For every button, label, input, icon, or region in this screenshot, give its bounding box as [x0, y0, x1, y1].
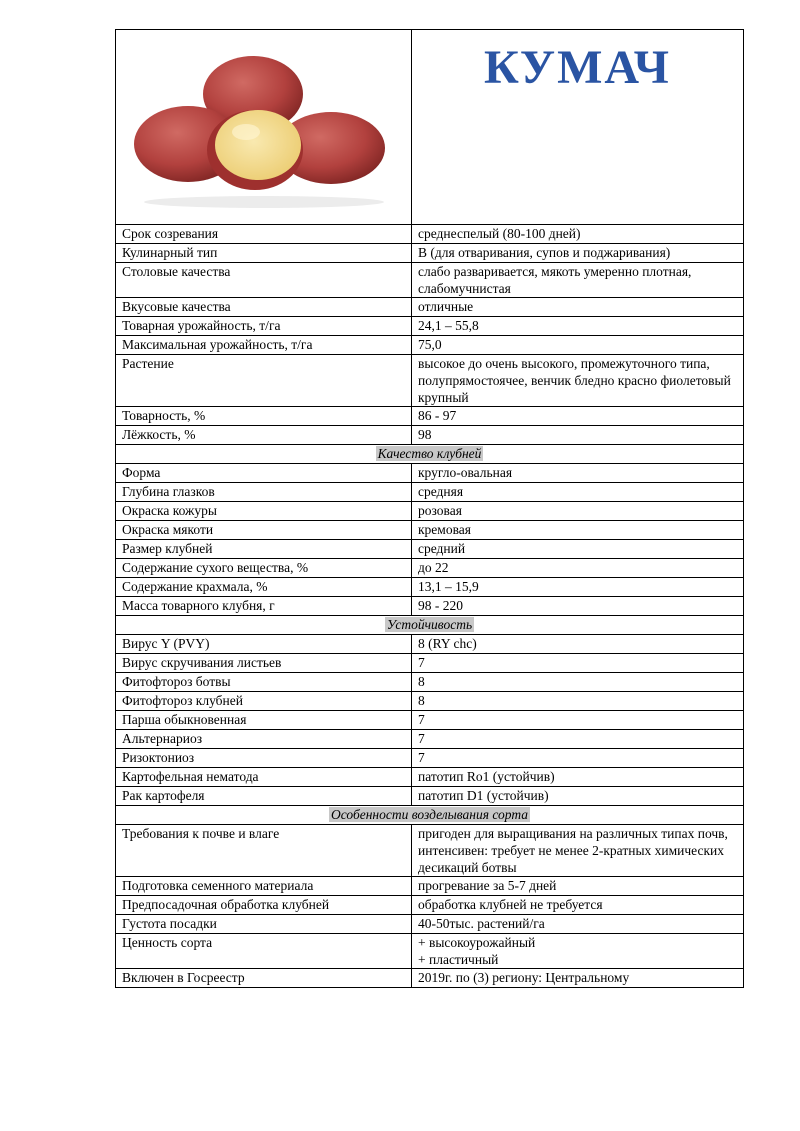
- row-value: среднеспелый (80-100 дней): [412, 225, 744, 244]
- row-label: Подготовка семенного материала: [116, 877, 412, 896]
- row-label: Альтернариоз: [116, 730, 412, 749]
- row-value: 7: [412, 654, 744, 673]
- row-value: кругло-овальная: [412, 464, 744, 483]
- header-row: [116, 30, 744, 225]
- row-value: 75,0: [412, 336, 744, 355]
- row-label: Срок созревания: [116, 225, 412, 244]
- row-value: до 22: [412, 559, 744, 578]
- table-row: [116, 673, 744, 692]
- row-label: Товарная урожайность, т/га: [116, 317, 412, 336]
- table-row: [116, 263, 744, 298]
- row-label: Включен в Госреестр: [116, 969, 412, 988]
- section-title-cultivation: Особенности возделывания сорта: [330, 807, 529, 822]
- row-label: Растение: [116, 355, 412, 407]
- row-label: Форма: [116, 464, 412, 483]
- table-row: [116, 483, 744, 502]
- table-row: [116, 635, 744, 654]
- row-value: 7: [412, 749, 744, 768]
- row-value: [412, 934, 744, 969]
- table-row: [116, 355, 744, 407]
- photo-cell: [116, 30, 412, 225]
- value-line-2: + пластичный: [418, 952, 499, 967]
- table-row: [116, 464, 744, 483]
- table-row: [116, 317, 744, 336]
- section-header: [116, 616, 744, 635]
- table-row: [116, 298, 744, 317]
- table-row: [116, 877, 744, 896]
- section-title-quality: Качество клубней: [377, 446, 482, 461]
- table-row: [116, 749, 744, 768]
- table-row: [116, 969, 744, 988]
- table-row: [116, 934, 744, 969]
- table-row: [116, 559, 744, 578]
- row-value: 98: [412, 426, 744, 445]
- row-label: Картофельная нематода: [116, 768, 412, 787]
- table-row: [116, 825, 744, 877]
- variety-title: КУМАЧ: [484, 41, 671, 94]
- row-label: Рак картофеля: [116, 787, 412, 806]
- section-header: [116, 445, 744, 464]
- row-label: Товарность, %: [116, 407, 412, 426]
- row-label: Фитофтороз клубней: [116, 692, 412, 711]
- value-line-1: + высокоурожайный: [418, 935, 536, 950]
- table-row: [116, 426, 744, 445]
- row-value: отличные: [412, 298, 744, 317]
- row-label: Содержание крахмала, %: [116, 578, 412, 597]
- row-value: 7: [412, 730, 744, 749]
- table-row: [116, 225, 744, 244]
- row-label: Окраска мякоти: [116, 521, 412, 540]
- section-cell: [116, 616, 744, 635]
- row-label: Столовые качества: [116, 263, 412, 298]
- table-row: [116, 711, 744, 730]
- row-value: 13,1 – 15,9: [412, 578, 744, 597]
- row-value: патотип Ro1 (устойчив): [412, 768, 744, 787]
- potato-photo-icon: [121, 32, 407, 208]
- table-row: [116, 787, 744, 806]
- section-cell: [116, 445, 744, 464]
- table-row: [116, 502, 744, 521]
- row-value: В (для отваривания, супов и поджаривания): [412, 244, 744, 263]
- row-value: высокое до очень высокого, промежуточного типа, полупрямостоячее, венчик бледно красно фиолетовый крупный: [412, 355, 744, 407]
- row-value: 7: [412, 711, 744, 730]
- table-row: [116, 768, 744, 787]
- row-label: Размер клубней: [116, 540, 412, 559]
- row-label: Ценность сорта: [116, 934, 412, 969]
- table-row: [116, 244, 744, 263]
- row-value: прогревание за 5-7 дней: [412, 877, 744, 896]
- row-value: 86 - 97: [412, 407, 744, 426]
- table-row: [116, 730, 744, 749]
- row-label: Кулинарный тип: [116, 244, 412, 263]
- table-row: [116, 540, 744, 559]
- table-row: [116, 692, 744, 711]
- row-label: Ризоктониоз: [116, 749, 412, 768]
- row-label: Вкусовые качества: [116, 298, 412, 317]
- row-value: 2019г. по (3) региону: Центральному: [412, 969, 744, 988]
- table-row: [116, 336, 744, 355]
- row-value: кремовая: [412, 521, 744, 540]
- row-value: средняя: [412, 483, 744, 502]
- title-cell: [412, 30, 744, 225]
- row-value: слабо разваривается, мякоть умеренно плотная, слабомучнистая: [412, 263, 744, 298]
- row-label: Парша обыкновенная: [116, 711, 412, 730]
- row-label: Содержание сухого вещества, %: [116, 559, 412, 578]
- row-label: Густота посадки: [116, 915, 412, 934]
- section-cell: [116, 806, 744, 825]
- row-label: Максимальная урожайность, т/га: [116, 336, 412, 355]
- row-value: обработка клубней не требуется: [412, 896, 744, 915]
- section-title-resistance: Устойчивость: [386, 617, 473, 632]
- row-value: средний: [412, 540, 744, 559]
- row-label: Предпосадочная обработка клубней: [116, 896, 412, 915]
- row-value: 40-50тыс. растений/га: [412, 915, 744, 934]
- section-header: [116, 806, 744, 825]
- row-label: Вирус Y (PVY): [116, 635, 412, 654]
- row-value: 98 - 220: [412, 597, 744, 616]
- table-row: [116, 896, 744, 915]
- row-value: 8: [412, 692, 744, 711]
- row-label: Окраска кожуры: [116, 502, 412, 521]
- table-row: [116, 597, 744, 616]
- row-value: 24,1 – 55,8: [412, 317, 744, 336]
- table-row: [116, 578, 744, 597]
- row-value: 8: [412, 673, 744, 692]
- row-value: патотип D1 (устойчив): [412, 787, 744, 806]
- row-label: Фитофтороз ботвы: [116, 673, 412, 692]
- row-value: розовая: [412, 502, 744, 521]
- row-label: Вирус скручивания листьев: [116, 654, 412, 673]
- row-label: Лёжкость, %: [116, 426, 412, 445]
- row-value: 8 (RY chc): [412, 635, 744, 654]
- table-row: [116, 915, 744, 934]
- variety-table: [115, 29, 744, 988]
- row-label: Глубина глазков: [116, 483, 412, 502]
- row-value: пригоден для выращивания на различных типах почв, интенсивен: требует не менее 2-кратных химических десикаций ботвы: [412, 825, 744, 877]
- table-row: [116, 521, 744, 540]
- table-row: [116, 654, 744, 673]
- row-label: Масса товарного клубня, г: [116, 597, 412, 616]
- table-row: [116, 407, 744, 426]
- row-label: Требования к почве и влаге: [116, 825, 412, 877]
